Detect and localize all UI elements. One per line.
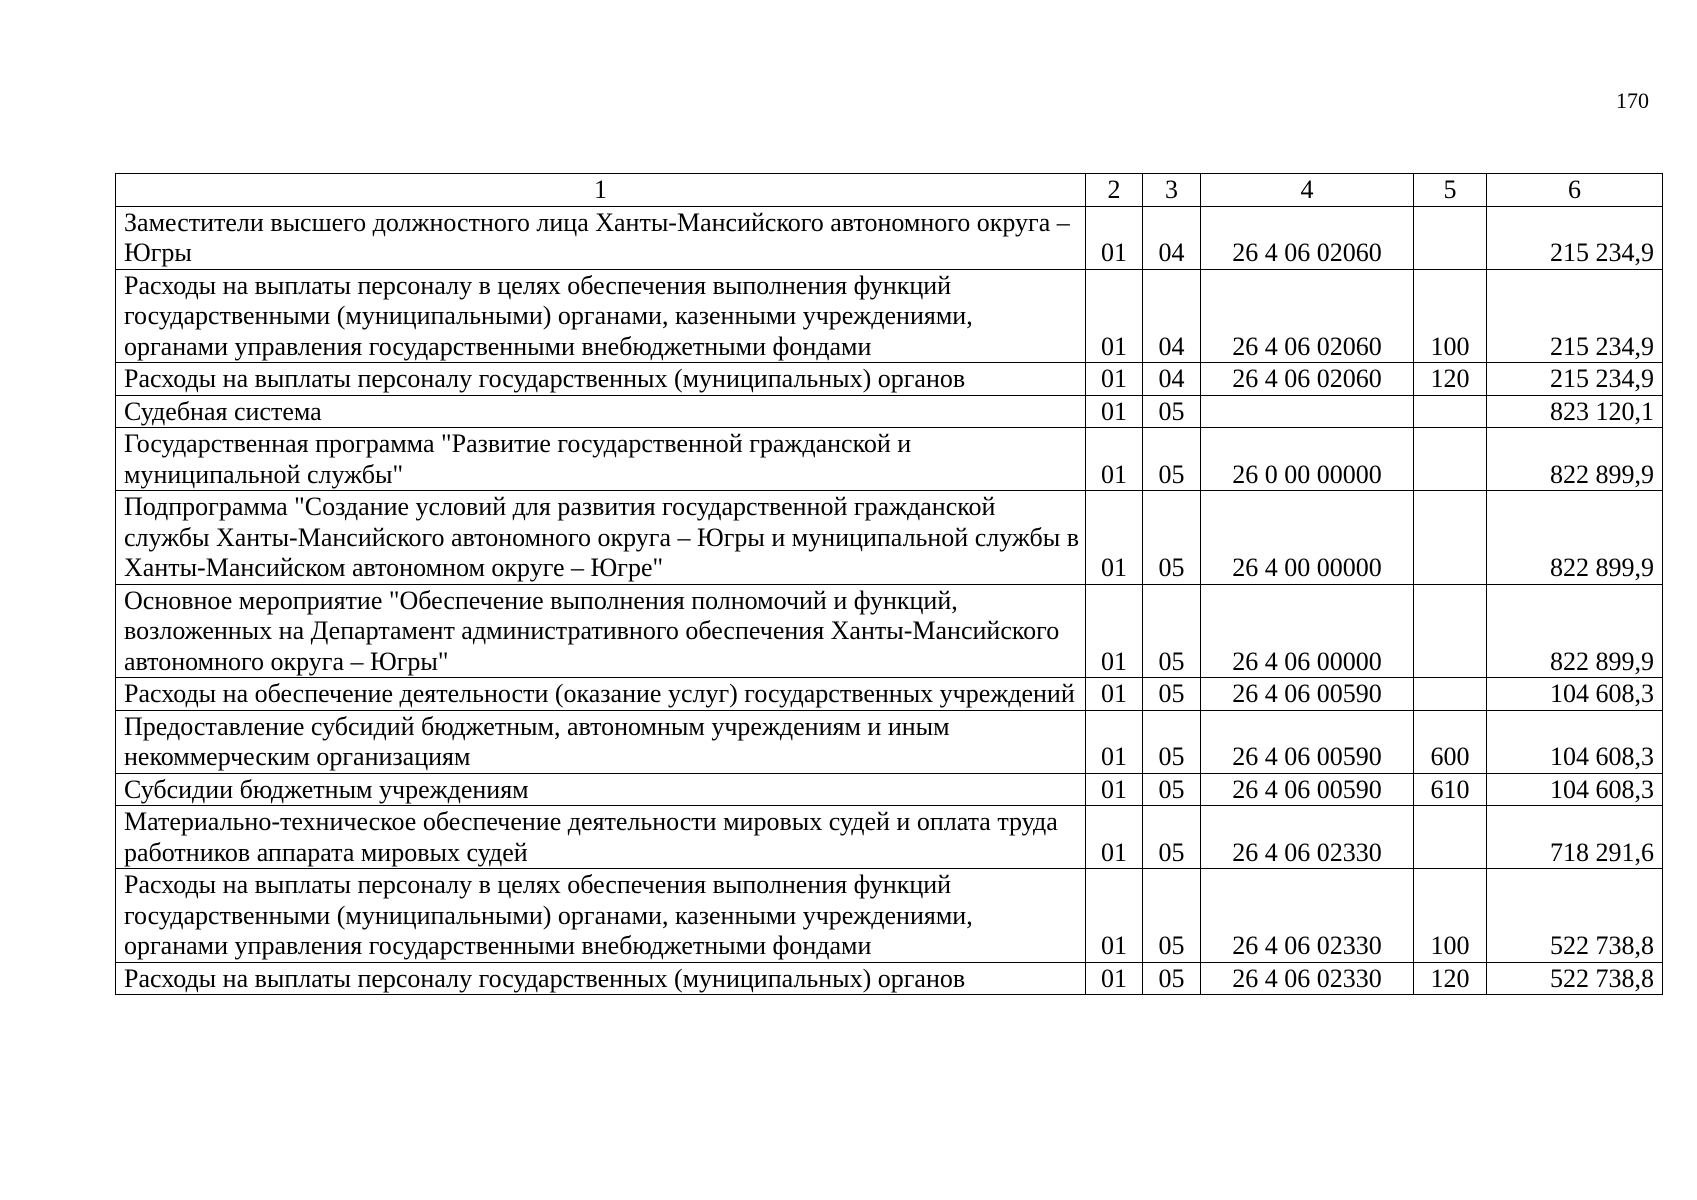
row-subsection-cell: 05 <box>1143 395 1201 428</box>
row-expense-type-cell <box>1414 678 1487 711</box>
table-row <box>116 773 1663 806</box>
row-target-article-cell: 26 4 06 02060 <box>1201 206 1414 269</box>
table-row <box>116 269 1663 363</box>
row-expense-type-cell: 610 <box>1414 773 1487 806</box>
table-header <box>116 174 1663 207</box>
row-subsection-cell: 04 <box>1143 269 1201 363</box>
row-name-cell: Материально-техническое обеспечение деятельности мировых судей и оплата труда работников аппарата мировых судей <box>116 806 1086 869</box>
row-subsection-cell: 05 <box>1143 710 1201 773</box>
row-target-article-cell: 26 4 06 02330 <box>1201 806 1414 869</box>
row-subsection-cell: 05 <box>1143 584 1201 678</box>
row-name-cell: Расходы на выплаты персоналу в целях обеспечения выполнения функций государственными (муниципальными) органами, казенными учреждениями, органами управления государственными внебюджетными фондами <box>116 869 1086 963</box>
row-section-cell: 01 <box>1086 678 1143 711</box>
row-amount-cell: 823 120,1 <box>1487 395 1663 428</box>
row-subsection-cell: 05 <box>1143 428 1201 491</box>
row-target-article-cell: 26 4 06 00590 <box>1201 710 1414 773</box>
row-section-cell: 01 <box>1086 363 1143 396</box>
row-section-cell: 01 <box>1086 710 1143 773</box>
row-amount-cell: 104 608,3 <box>1487 773 1663 806</box>
table-row <box>116 806 1663 869</box>
row-target-article-cell <box>1201 395 1414 428</box>
table-row <box>116 584 1663 678</box>
budget-table <box>115 173 1663 995</box>
row-amount-cell: 718 291,6 <box>1487 806 1663 869</box>
row-target-article-cell: 26 4 06 02060 <box>1201 363 1414 396</box>
header-cell-6: 6 <box>1487 174 1663 207</box>
row-subsection-cell: 05 <box>1143 773 1201 806</box>
row-name-cell: Расходы на выплаты персоналу государственных (муниципальных) органов <box>116 962 1086 995</box>
row-target-article-cell: 26 4 06 02330 <box>1201 869 1414 963</box>
row-name-cell: Расходы на обеспечение деятельности (оказание услуг) государственных учреждений <box>116 678 1086 711</box>
header-cell-2: 2 <box>1086 174 1143 207</box>
row-amount-cell: 822 899,9 <box>1487 584 1663 678</box>
row-amount-cell: 104 608,3 <box>1487 678 1663 711</box>
row-expense-type-cell <box>1414 491 1487 585</box>
row-expense-type-cell <box>1414 395 1487 428</box>
row-expense-type-cell: 120 <box>1414 962 1487 995</box>
row-name-cell: Подпрограмма "Создание условий для развития государственной гражданской службы Ханты-Мансийского автономного округа – Югры и муниципальной службы в Ханты-Мансийском автономном округе – Югре" <box>116 491 1086 585</box>
table-row <box>116 962 1663 995</box>
table-row <box>116 678 1663 711</box>
row-amount-cell: 522 738,8 <box>1487 962 1663 995</box>
table-row <box>116 491 1663 585</box>
row-target-article-cell: 26 4 06 00590 <box>1201 773 1414 806</box>
table-row <box>116 363 1663 396</box>
row-expense-type-cell: 600 <box>1414 710 1487 773</box>
row-name-cell: Расходы на выплаты персоналу в целях обеспечения выполнения функций государственными (муниципальными) органами, казенными учреждениями, органами управления государственными внебюджетными фондами <box>116 269 1086 363</box>
row-subsection-cell: 05 <box>1143 678 1201 711</box>
row-subsection-cell: 05 <box>1143 962 1201 995</box>
table-row <box>116 869 1663 963</box>
row-name-cell: Основное мероприятие "Обеспечение выполнения полномочий и функций, возложенных на Департамент административного обеспечения Ханты-Мансийского автономного округа – Югры" <box>116 584 1086 678</box>
row-target-article-cell: 26 4 06 00000 <box>1201 584 1414 678</box>
header-cell-3: 3 <box>1143 174 1201 207</box>
row-section-cell: 01 <box>1086 962 1143 995</box>
row-subsection-cell: 05 <box>1143 869 1201 963</box>
row-amount-cell: 104 608,3 <box>1487 710 1663 773</box>
row-section-cell: 01 <box>1086 269 1143 363</box>
row-subsection-cell: 04 <box>1143 206 1201 269</box>
table-body <box>116 206 1663 995</box>
row-amount-cell: 822 899,9 <box>1487 491 1663 585</box>
row-expense-type-cell <box>1414 584 1487 678</box>
row-name-cell: Судебная система <box>116 395 1086 428</box>
row-expense-type-cell: 100 <box>1414 869 1487 963</box>
row-section-cell: 01 <box>1086 806 1143 869</box>
row-amount-cell: 522 738,8 <box>1487 869 1663 963</box>
row-amount-cell: 215 234,9 <box>1487 363 1663 396</box>
row-amount-cell: 215 234,9 <box>1487 206 1663 269</box>
row-expense-type-cell <box>1414 806 1487 869</box>
row-target-article-cell: 26 0 00 00000 <box>1201 428 1414 491</box>
row-target-article-cell: 26 4 06 00590 <box>1201 678 1414 711</box>
header-cell-4: 4 <box>1201 174 1414 207</box>
row-expense-type-cell <box>1414 428 1487 491</box>
header-cell-5: 5 <box>1414 174 1487 207</box>
row-target-article-cell: 26 4 00 00000 <box>1201 491 1414 585</box>
row-amount-cell: 822 899,9 <box>1487 428 1663 491</box>
row-amount-cell: 215 234,9 <box>1487 269 1663 363</box>
row-subsection-cell: 04 <box>1143 363 1201 396</box>
row-name-cell: Заместители высшего должностного лица Ханты-Мансийского автономного округа – Югры <box>116 206 1086 269</box>
table-row <box>116 428 1663 491</box>
table-row <box>116 206 1663 269</box>
row-name-cell: Предоставление субсидий бюджетным, автономным учреждениям и иным некоммерческим организациям <box>116 710 1086 773</box>
row-section-cell: 01 <box>1086 584 1143 678</box>
table-row <box>116 395 1663 428</box>
row-section-cell: 01 <box>1086 869 1143 963</box>
row-target-article-cell: 26 4 06 02330 <box>1201 962 1414 995</box>
row-name-cell: Субсидии бюджетным учреждениям <box>116 773 1086 806</box>
header-cell-1: 1 <box>116 174 1086 207</box>
row-section-cell: 01 <box>1086 773 1143 806</box>
header-row <box>116 174 1663 207</box>
row-target-article-cell: 26 4 06 02060 <box>1201 269 1414 363</box>
row-expense-type-cell <box>1414 206 1487 269</box>
row-expense-type-cell: 100 <box>1414 269 1487 363</box>
row-section-cell: 01 <box>1086 395 1143 428</box>
row-expense-type-cell: 120 <box>1414 363 1487 396</box>
row-section-cell: 01 <box>1086 491 1143 585</box>
row-subsection-cell: 05 <box>1143 806 1201 869</box>
row-name-cell: Расходы на выплаты персоналу государственных (муниципальных) органов <box>116 363 1086 396</box>
row-section-cell: 01 <box>1086 428 1143 491</box>
row-name-cell: Государственная программа "Развитие государственной гражданской и муниципальной службы" <box>116 428 1086 491</box>
page-number: 170 <box>1616 88 1649 113</box>
row-subsection-cell: 05 <box>1143 491 1201 585</box>
table-row <box>116 710 1663 773</box>
row-section-cell: 01 <box>1086 206 1143 269</box>
